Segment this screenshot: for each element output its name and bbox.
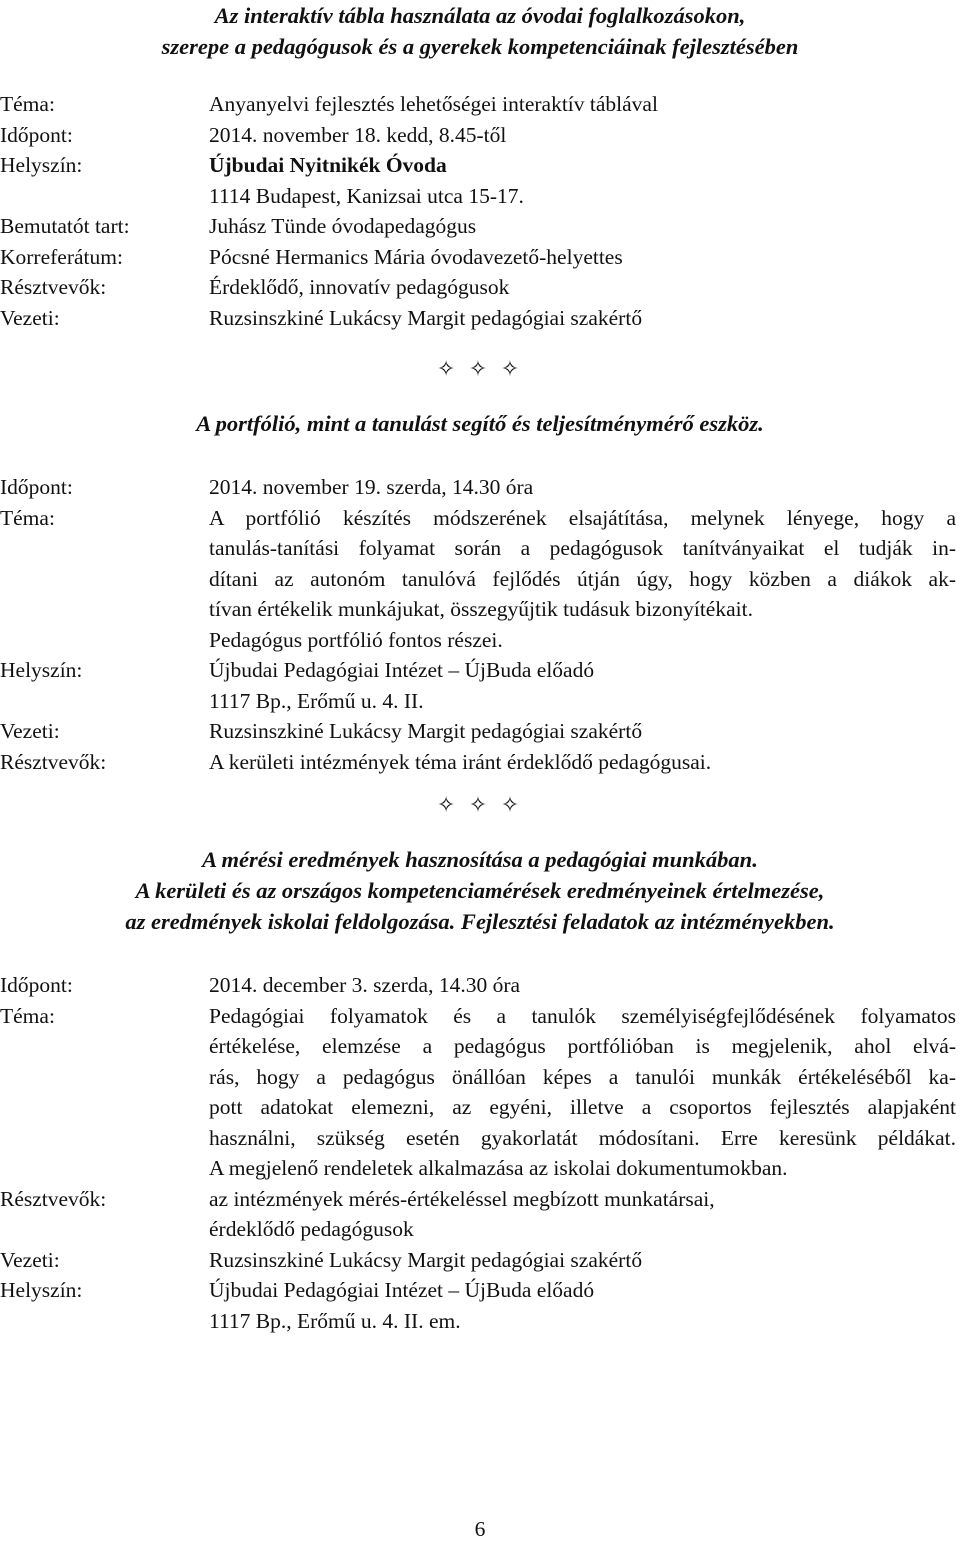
detail-value: Újbudai Nyitnikék Óvoda [209,153,447,177]
detail-value: 2014. november 19. szerda, 14.30 óra [209,475,534,499]
detail-value: Újbudai Pedagógiai Intézet – ÚjBuda előadó [209,658,595,682]
detail-row [0,1184,960,1215]
section-3-title-line: az eredmények iskolai feldolgozása. Fejlesztési feladatok az intézményekben. [125,909,835,934]
detail-row [0,594,960,625]
detail-row [0,89,960,120]
detail-label [0,1306,209,1337]
detail-row [0,150,960,181]
detail-row [0,625,960,656]
detail-value: értékelése, elemzése a pedagógus portfólióban is megjelenik, ahol elvá- [209,1034,956,1058]
detail-value: tívan értékelik munkájukat, összegyűjtik tudásuk bizonyítékait. [209,597,753,621]
detail-value: Ruzsinszkiné Lukácsy Margit pedagógiai szakértő [209,305,643,330]
detail-row [0,747,960,778]
detail-label [0,1062,209,1093]
detail-label [0,1214,209,1245]
detail-value: rás, hogy a pedagógus önállóan képes a tanulói munkák értékeléséből ka- [209,1064,956,1089]
separator-stars: ✧ ✧ ✧ [436,356,524,381]
detail-row [0,181,960,212]
detail-value: A kerületi intézmények téma iránt érdeklődő pedagógusai. [209,749,712,774]
detail-row [0,1214,960,1245]
detail-row [0,303,960,334]
section-3-details [0,970,960,1336]
detail-row [0,120,960,151]
detail-value: dítani az autonóm tanulóvá fejlődés útján úgy, hogy közben a diákok ak- [209,566,956,591]
section-3-title [0,844,960,937]
page-number: 6 [474,1517,486,1541]
detail-value: 1114 Budapest, Kanizsai utca 15-17. [209,183,524,208]
detail-label: Helyszín: [0,153,83,177]
detail-value: Pedagógus portfólió fontos részei. [209,627,503,652]
detail-label [0,181,209,212]
detail-label [0,686,209,717]
detail-value: A portfólió készítés módszerének elsajátítása, melynek lényege, hogy a [209,505,956,530]
detail-label: Helyszín: [0,658,83,682]
detail-row [0,1001,960,1032]
detail-value: Juhász Tünde óvodapedagógus [209,214,477,238]
section-2-details [0,472,960,777]
detail-row [0,1062,960,1093]
detail-row [0,655,960,686]
section-1-title-line: Az interaktív tábla használata az óvodai foglalkozásokon, [214,3,746,28]
detail-label: Bemutatót tart: [0,214,130,238]
section-3-title-line: A mérési eredmények hasznosítása a pedagógiai munkában. [202,847,758,872]
detail-row [0,1245,960,1276]
detail-value: Pócsné Hermanics Mária óvodavezető-helyettes [209,244,623,269]
detail-label: Időpont: [0,475,73,499]
detail-label [0,1092,209,1123]
detail-label: Téma: [0,1003,55,1028]
detail-label: Vezeti: [0,1247,60,1272]
detail-row [0,1306,960,1337]
detail-value: az intézmények mérés-értékeléssel megbízott munkatársai, [209,1186,715,1211]
detail-value: pott adatokat elemezni, az egyéni, illetve a csoportos fejlesztés alapjaként [209,1095,956,1119]
detail-label [0,564,209,595]
detail-row [0,1153,960,1184]
detail-row [0,1275,960,1306]
section-1-title [0,0,960,62]
detail-value: Ruzsinszkiné Lukácsy Margit pedagógiai szakértő [209,719,643,743]
detail-value: használni, szükség esetén gyakorlatát módosítani. Erre keresünk példákat. [209,1125,956,1150]
detail-value: Pedagógiai folyamatok és a tanulók személyiségfejlődésének folyamatos [209,1003,956,1028]
detail-value: érdeklődő pedagógusok [209,1217,414,1241]
detail-value: Újbudai Pedagógiai Intézet – ÚjBuda előadó [209,1278,595,1302]
detail-label: Vezeti: [0,719,60,743]
detail-row [0,1123,960,1154]
section-1-details [0,89,960,333]
section-2-title [0,408,960,439]
detail-value: 2014. december 3. szerda, 14.30 óra [209,973,521,997]
detail-value: Anyanyelvi fejlesztés lehetőségei interaktív táblával [209,92,658,116]
detail-value: tanulás-tanítási folyamat során a pedagógusok tanítványaikat el tudják in- [209,536,956,560]
detail-label: Időpont: [0,973,73,997]
detail-value: Érdeklődő, innovatív pedagógusok [209,275,510,299]
detail-label: Helyszín: [0,1278,83,1302]
detail-row [0,272,960,303]
detail-row [0,242,960,273]
detail-row [0,1031,960,1062]
section-2-title-line: A portfólió, mint a tanulást segítő és teljesítménymérő eszköz. [196,411,764,436]
detail-row [0,716,960,747]
detail-value: 2014. november 18. kedd, 8.45-től [209,122,507,147]
detail-label: Résztvevők: [0,275,107,299]
section-3-title-line: A kerületi és az országos kompetenciamérések eredményeinek értelmezése, [135,878,825,903]
detail-row [0,1092,960,1123]
detail-row [0,533,960,564]
detail-row [0,564,960,595]
detail-value: 1117 Bp., Erőmű u. 4. II. em. [209,1308,461,1333]
detail-label [0,625,209,656]
detail-row [0,472,960,503]
detail-label: Vezeti: [0,305,60,330]
detail-row [0,686,960,717]
detail-value: 1117 Bp., Erőmű u. 4. II. [209,688,424,713]
detail-label: Korreferátum: [0,244,123,269]
detail-label: Résztvevők: [0,749,107,774]
detail-label [0,533,209,564]
detail-value: Ruzsinszkiné Lukácsy Margit pedagógiai szakértő [209,1247,643,1272]
detail-label [0,1153,209,1184]
detail-label [0,1123,209,1154]
detail-label [0,594,209,625]
detail-label: Téma: [0,505,55,530]
detail-label: Téma: [0,92,55,116]
detail-row [0,211,960,242]
detail-label: Időpont: [0,122,73,147]
detail-label [0,1031,209,1062]
separator-stars: ✧ ✧ ✧ [436,792,524,817]
detail-row [0,503,960,534]
detail-label: Résztvevők: [0,1186,107,1211]
detail-value: A megjelenő rendeletek alkalmazása az iskolai dokumentumokban. [209,1156,788,1180]
section-1-title-line: szerepe a pedagógusok és a gyerekek kompetenciáinak fejlesztésében [161,34,799,59]
detail-row [0,970,960,1001]
